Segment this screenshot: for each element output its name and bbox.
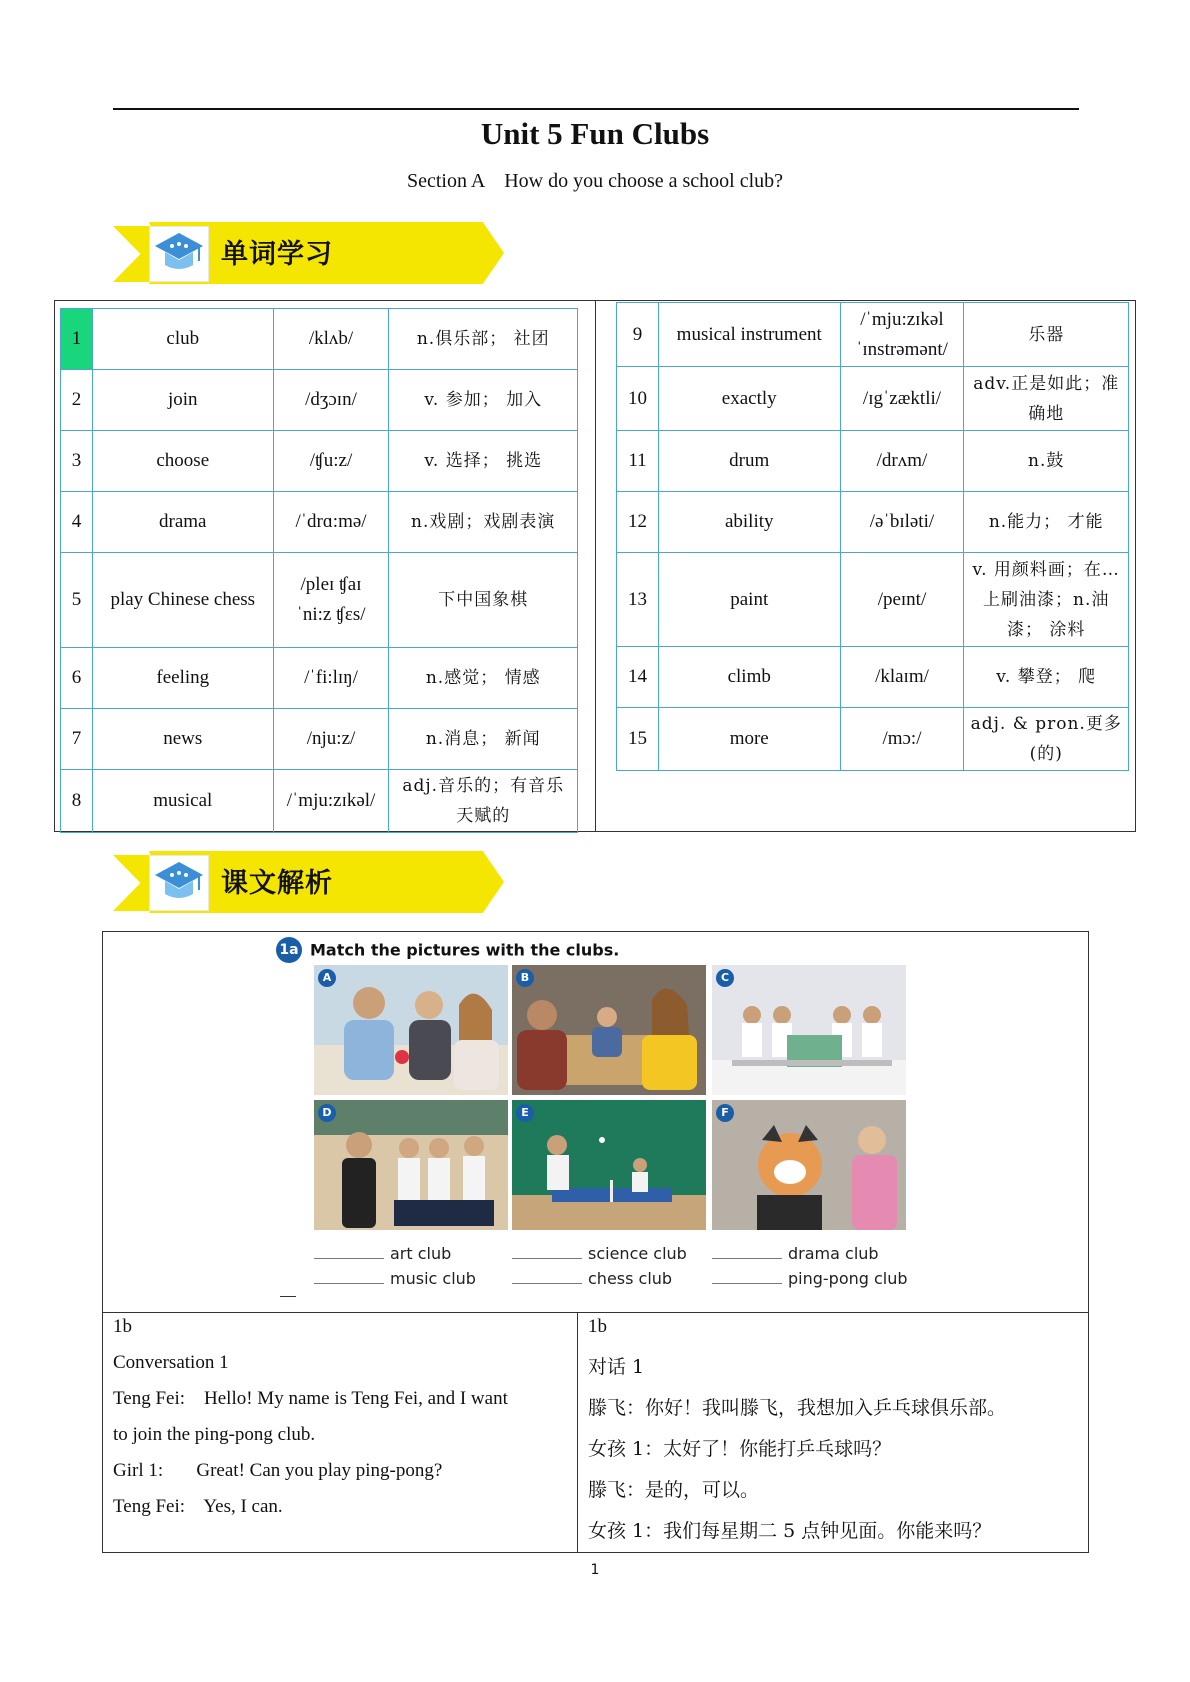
photo-letter: B [516, 969, 534, 987]
page-number: 1 [590, 1562, 600, 1578]
club-option[interactable]: ping-pong club [712, 1269, 908, 1288]
vocab-num: 10 [617, 367, 659, 431]
vocab-phonetic: /pleɪ ʧaɪˈni:z ʧɛs/ [273, 553, 389, 648]
banner-label: 单词学习 [221, 239, 333, 270]
vocab-word: news [92, 709, 273, 770]
vocab-meaning: n.俱乐部； 社团 [389, 309, 578, 370]
vocab-phonetic: /klaɪm/ [840, 647, 964, 708]
vocab-meaning: n.消息； 新闻 [389, 709, 578, 770]
vocab-phonetic: /ˈdrɑ:mə/ [273, 492, 389, 553]
vocab-divider [595, 300, 596, 832]
vocab-num: 12 [617, 492, 659, 553]
vocab-phonetic: /mɔ:/ [840, 708, 964, 771]
top-rule [113, 108, 1079, 110]
answer-blank[interactable] [512, 1283, 582, 1284]
photo-letter: D [318, 1104, 336, 1122]
vocab-num: 11 [617, 431, 659, 492]
conv-cn-label: 1b [588, 1316, 607, 1337]
conv-cn-line: 女孩 1：太好了！你能打乒乓球吗？ [588, 1438, 892, 1460]
lesson-banner [113, 847, 513, 917]
vocab-phonetic: /əˈbɪləti/ [840, 492, 964, 553]
answer-blank[interactable] [314, 1258, 384, 1259]
club-option[interactable]: drama club [712, 1244, 879, 1263]
conv-cn-heading: 对话 1 [588, 1356, 645, 1378]
photo-a [314, 965, 508, 1095]
table-row [61, 431, 578, 492]
table-row [61, 553, 578, 648]
banner-label: 课文解析 [221, 868, 333, 899]
vocab-num: 13 [617, 553, 659, 647]
vocab-meaning: n.鼓 [964, 431, 1129, 492]
vocab-word: exactly [658, 367, 840, 431]
photo-f [712, 1100, 906, 1230]
vocab-num: 5 [61, 553, 93, 648]
vocab-meaning: v. 选择； 挑选 [389, 431, 578, 492]
vocab-word: paint [658, 553, 840, 647]
table-row [61, 648, 578, 709]
vocab-meaning: n.感觉； 情感 [389, 648, 578, 709]
vocab-word: ability [658, 492, 840, 553]
vocab-phonetic: /dʒɔɪn/ [273, 370, 389, 431]
vocab-phonetic: /peɪnt/ [840, 553, 964, 647]
vocab-table-right [616, 302, 1129, 771]
vocab-word: feeling [92, 648, 273, 709]
photo-letter: F [716, 1104, 734, 1122]
vocab-phonetic: /ʧu:z/ [273, 431, 389, 492]
photo-letter: A [318, 969, 336, 987]
conv-en-label: 1b [113, 1316, 132, 1337]
vocab-num: 1 [61, 309, 93, 370]
vocab-num: 8 [61, 770, 93, 833]
vocab-word: musical instrument [658, 303, 840, 367]
vocab-meaning: n.戏剧；戏剧表演 [389, 492, 578, 553]
vocab-phonetic: /ˈfi:lɪŋ/ [273, 648, 389, 709]
table-row [617, 553, 1129, 647]
page-title: Unit 5 Fun Clubs [480, 116, 710, 151]
club-option[interactable]: chess club [512, 1269, 672, 1288]
vocab-word: choose [92, 431, 273, 492]
table-row [61, 309, 578, 370]
table-row [617, 367, 1129, 431]
vocab-phonetic: /nju:z/ [273, 709, 389, 770]
exercise-instruction: Match the pictures with the clubs. [310, 940, 620, 960]
vocab-meaning: n.能力； 才能 [964, 492, 1129, 553]
table-row [617, 303, 1129, 367]
vocab-meaning: v. 用颜料画；在…上刷油漆；n.油漆； 涂料 [964, 553, 1129, 647]
table-row [617, 431, 1129, 492]
conv-en-line: Teng Fei: Yes, I can. [113, 1496, 283, 1517]
vocab-num: 7 [61, 709, 93, 770]
conv-en-line: Girl 1: Great! Can you play ping-pong? [113, 1460, 443, 1481]
vocab-word: climb [658, 647, 840, 708]
vocab-word: drama [92, 492, 273, 553]
conv-cn-line: 女孩 1：我们每星期二 5 点钟见面。你能来吗？ [588, 1520, 992, 1542]
answer-blank[interactable] [512, 1258, 582, 1259]
photo-c [712, 965, 906, 1095]
dash-mark [280, 1296, 296, 1297]
exercise-badge: 1a [276, 937, 302, 963]
vocab-num: 6 [61, 648, 93, 709]
vocab-meaning: v. 参加； 加入 [389, 370, 578, 431]
graduation-cap-icon [149, 226, 209, 282]
vocab-num: 3 [61, 431, 93, 492]
vocab-word: join [92, 370, 273, 431]
vocab-word: musical [92, 770, 273, 833]
vocab-word: play Chinese chess [92, 553, 273, 648]
vocab-phonetic: /ˈmju:zɪkəl/ [273, 770, 389, 833]
table-row [61, 492, 578, 553]
vocab-word: drum [658, 431, 840, 492]
page-subtitle: Section A How do you choose a school club? [406, 170, 784, 192]
vocab-meaning: 下中国象棋 [389, 553, 578, 648]
photo-b [512, 965, 706, 1095]
exercise-heading [276, 937, 619, 965]
vocab-phonetic: /klʌb/ [273, 309, 389, 370]
table-row [61, 709, 578, 770]
vocab-meaning: v. 攀登； 爬 [964, 647, 1129, 708]
vocab-phonetic: /ˈmju:zɪkəl ˈɪnstrəmənt/ [840, 303, 964, 367]
table-row [617, 708, 1129, 771]
vocab-meaning: adj.音乐的；有音乐天赋的 [389, 770, 578, 833]
table-row [617, 647, 1129, 708]
answer-blank[interactable] [712, 1258, 782, 1259]
vocab-meaning: 乐器 [964, 303, 1129, 367]
conv-cn-line: 滕飞：是的，可以。 [588, 1479, 760, 1501]
vocab-word: more [658, 708, 840, 771]
photo-d [314, 1100, 508, 1230]
photo-letter: C [716, 969, 734, 987]
club-option[interactable]: science club [512, 1244, 687, 1263]
photo-letter: E [516, 1104, 534, 1122]
vocab-num: 9 [617, 303, 659, 367]
vocab-phonetic: /ɪgˈzæktli/ [840, 367, 964, 431]
vocab-phonetic: /drʌm/ [840, 431, 964, 492]
conv-en-heading: Conversation 1 [113, 1352, 229, 1373]
club-option[interactable]: music club [314, 1269, 476, 1288]
vocab-num: 14 [617, 647, 659, 708]
vocab-word: club [92, 309, 273, 370]
answer-blank[interactable] [314, 1283, 384, 1284]
answer-blank[interactable] [712, 1283, 782, 1284]
vocab-num: 15 [617, 708, 659, 771]
vocab-meaning: adv.正是如此；准确地 [964, 367, 1129, 431]
vocab-num: 4 [61, 492, 93, 553]
conv-en-line: to join the ping-pong club. [113, 1424, 316, 1445]
table-row [61, 770, 578, 833]
table-row [617, 492, 1129, 553]
vocab-meaning: adj. & pron.更多(的) [964, 708, 1129, 771]
table-row [61, 370, 578, 431]
graduation-cap-icon [149, 855, 209, 911]
photo-e [512, 1100, 706, 1230]
conv-cn-line: 滕飞：你好！我叫滕飞，我想加入乒乓球俱乐部。 [588, 1397, 1007, 1419]
vocab-num: 2 [61, 370, 93, 431]
vocab-banner [113, 218, 513, 288]
club-option[interactable]: art club [314, 1244, 451, 1263]
lesson-divider-v [577, 1312, 578, 1553]
vocab-table-left [60, 308, 578, 833]
conv-en-line: Teng Fei: Hello! My name is Teng Fei, and I want [113, 1388, 508, 1409]
